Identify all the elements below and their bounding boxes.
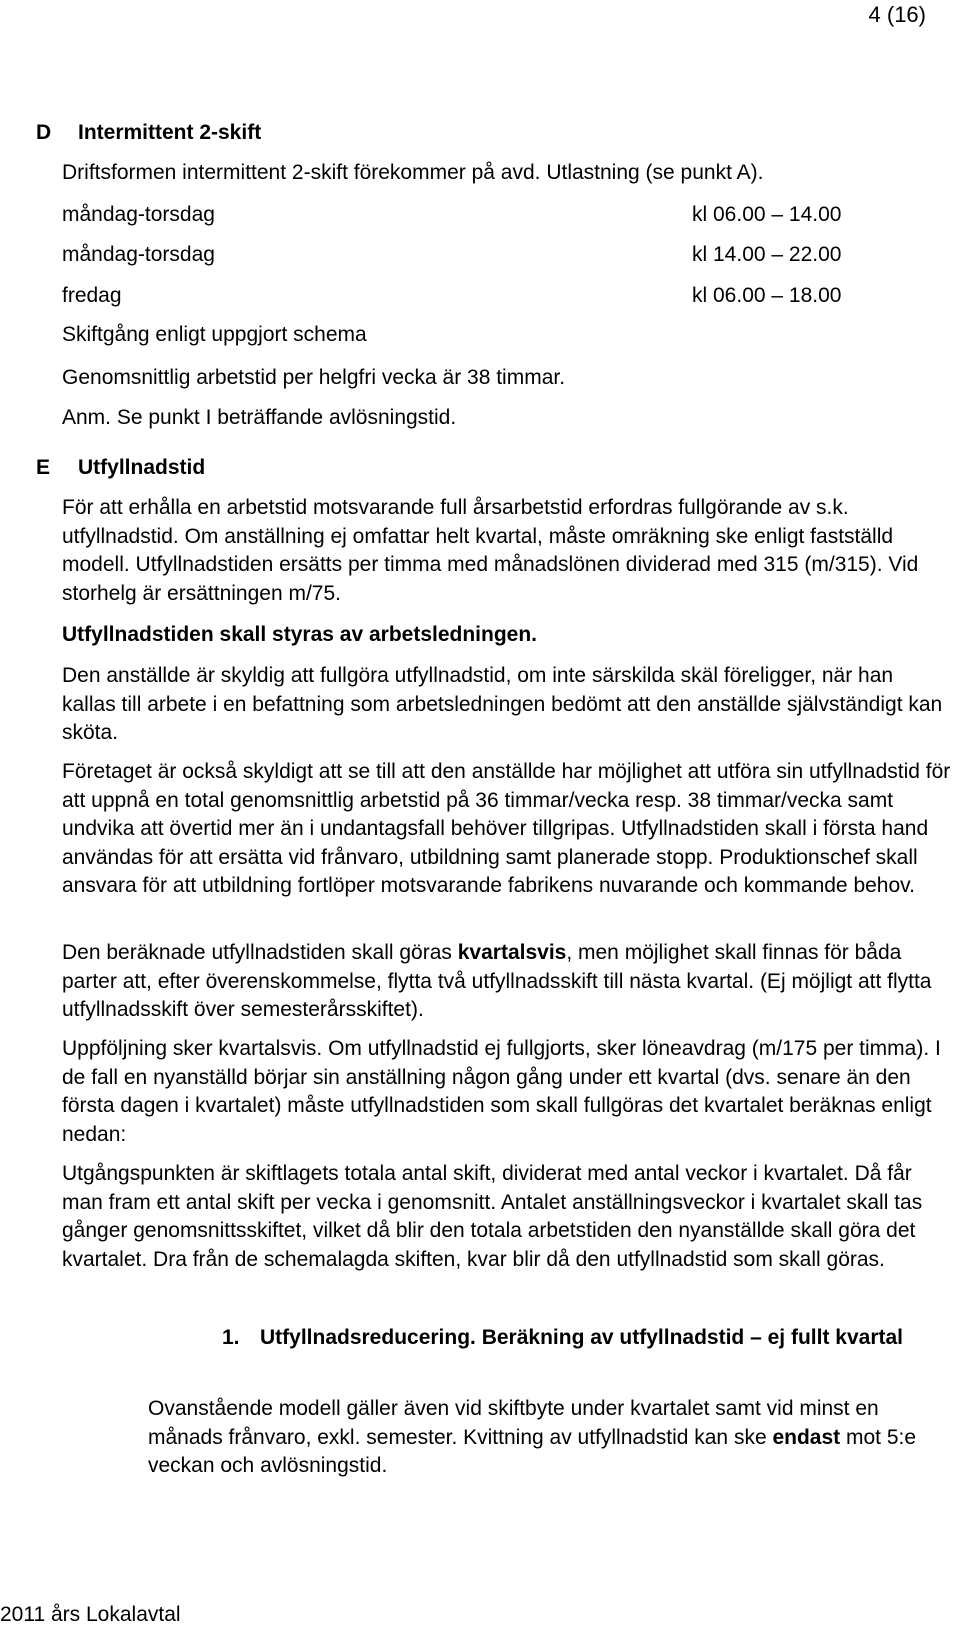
body-emphasis: endast [772,1425,841,1449]
schedule-days: måndag-torsdag [62,203,215,226]
section-e-bold-statement: Utfyllnadstiden skall styras av arbetsledningen. [62,623,537,646]
section-d-heading [36,121,261,145]
p5-text-start: Den beräknade utfyllnadstiden skall göras [62,941,458,964]
list-item-body [148,1395,952,1481]
page-number: 4 (16) [868,2,926,27]
p5-emphasis: kvartalsvis [457,941,567,964]
schedule-time: kl 14.00 – 22.00 [692,243,842,266]
page-footer: 2011 års Lokalavtal [0,1603,181,1626]
section-e-letter: E [36,456,51,479]
section-e-paragraph-3: Den anställde är skyldig att fullgöra utfyllnadstid, om inte särskilda skäl föreligger, när han kallas till arbete i en befattning som arbetsledningen bedömt att den anställde självständigt kan sköta. [62,664,943,745]
schedule-days: fredag [62,284,122,307]
body-text-start: Ovanstående modell gäller även vid skiftbyte under kvartalet samt vid minst en månads frånvaro, exkl. semester. Kvittning av utfyllnadstid kan ske [148,1397,879,1449]
schedule-note: Skiftgång enligt uppgjort schema [62,323,367,346]
body-text-end: mot 5:e veckan och avlösningstid. [148,1425,917,1478]
section-e-title: Utfyllnadstid [78,456,206,479]
schedule-row [62,284,882,308]
schedule-time: kl 06.00 – 18.00 [692,284,842,307]
list-item-title: Utfyllnadsreducering. Beräkning av utfyllnadstid – ej fullt kvartal [260,1326,903,1349]
p5-text-end: , men möjlighet skall finnas för båda parter att, efter överenskommelse, flytta två utfyllnadsskift till nästa kvartal. (Ej möjligt att flytta utfyllnadsskift över semesterårsskiftet). [62,941,932,1022]
section-d-remark: Anm. Se punkt I beträffande avlösningstid. [62,406,457,429]
list-item [222,1323,952,1353]
schedule-days: måndag-torsdag [62,243,215,266]
schedule-row [62,243,882,267]
section-e-paragraph-5 [62,939,952,1025]
section-d-title: Intermittent 2-skift [78,121,262,144]
list-item-number: 1. [222,1326,240,1349]
section-d-intro: Driftsformen intermittent 2-skift förekommer på avd. Utlastning (se punkt A). [62,161,764,184]
section-e-paragraph-7: Utgångspunkten är skiftlagets totala antal skift, dividerat med antal veckor i kvartalet. Då får man fram ett antal skift per vecka i genomsnitt. Antalet anställningsveckor i kvartalet skall tas gånger genomsnittsskiftet, vilket då blir den totala arbetstiden den nyanställde skall göra det kvartalet. Dra från de schemalagda skiften, kvar blir då den utfyllnadstid som skall göras. [62,1162,923,1271]
section-e-paragraph-1: För att erhålla en arbetstid motsvarande full årsarbetstid erfordras fullgörande av s.k. utfyllnadstid. Om anställning ej omfattar helt kvartal, måste omräkning ske enligt fastställd modell. Utfyllnadstiden ersätts per timma med månadslönen dividerad med 315 (m/315). Vid storhelg är ersättningen m/75. [62,496,919,605]
schedule-time: kl 06.00 – 14.00 [692,203,842,226]
schedule-row [62,203,882,227]
average-hours: Genomsnittlig arbetstid per helgfri vecka är 38 timmar. [62,366,566,389]
section-d-letter: D [36,121,52,144]
section-e-paragraph-6: Uppföljning sker kvartalsvis. Om utfyllnadstid ej fullgjorts, sker löneavdrag (m/175 per timma). I de fall en nyanställd börjar sin anställning någon gång under ett kvartal (dvs. senare än den första dagen i kvartalet) måste utfyllnadstiden som skall fullgöras det kvartalet beräknas enligt nedan: [62,1037,941,1146]
section-e-heading [36,456,205,480]
section-e-paragraph-4: Företaget är också skyldigt att se till att den anställde har möjlighet att utföra sin utfyllnadstid för att uppnå en total genomsnittlig arbetstid på 36 timmar/vecka resp. 38 timmar/vecka samt undvika att övertid mer än i undantagsfall behöver tillgripas. Utfyllnadstiden skall i första hand användas för att ersätta vid frånvaro, utbildning samt planerade stopp. Produktionschef skall ansvara för att utbildning fortlöper motsvarande fabrikens nuvarande och kommande behov. [62,760,951,898]
